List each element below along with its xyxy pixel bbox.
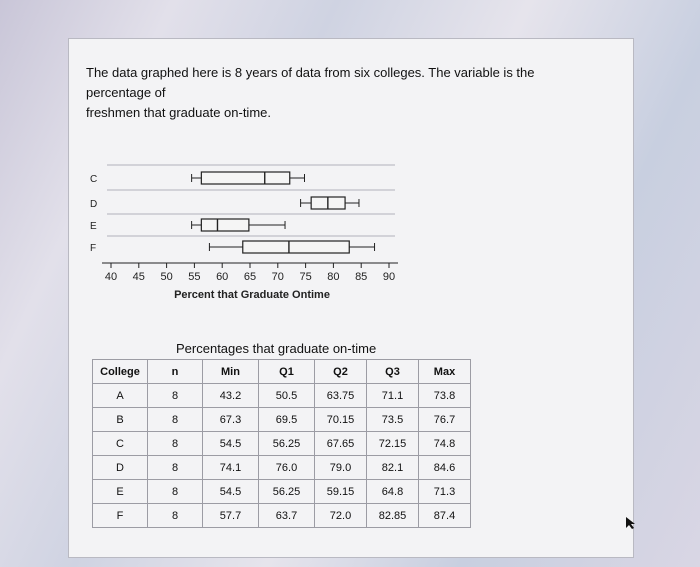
table-row: [93, 408, 471, 432]
cell-n: 8: [148, 384, 203, 408]
header-max: Max: [419, 360, 471, 384]
cell-q3: 73.5: [367, 408, 419, 432]
cell-q1: 63.7: [259, 504, 315, 528]
intro-line-3: freshmen that graduate on-time.: [86, 105, 271, 120]
x-axis-title: Percent that Graduate Ontime: [174, 289, 330, 301]
table-row: [93, 432, 471, 456]
cell-q2: 63.75: [315, 384, 367, 408]
category-label: F: [90, 243, 97, 254]
cell-college: F: [93, 504, 148, 528]
x-tick-label: 85: [355, 271, 368, 283]
mouse-pointer-icon: [625, 516, 637, 530]
cell-q3: 72.15: [367, 432, 419, 456]
header-q2: Q2: [315, 360, 367, 384]
category-label: C: [90, 174, 98, 185]
cell-min: 43.2: [203, 384, 259, 408]
cell-college: D: [93, 456, 148, 480]
header-college: College: [93, 360, 148, 384]
cell-college: E: [93, 480, 148, 504]
x-tick-label: 45: [132, 271, 145, 283]
box-iqr: [201, 219, 249, 231]
cell-q2: 70.15: [315, 408, 367, 432]
cell-q1: 69.5: [259, 408, 315, 432]
cell-n: 8: [148, 432, 203, 456]
cell-q2: 79.0: [315, 456, 367, 480]
cell-college: C: [93, 432, 148, 456]
cell-max: 71.3: [419, 480, 471, 504]
cell-n: 8: [148, 504, 203, 528]
cell-q3: 82.1: [367, 456, 419, 480]
cell-min: 57.7: [203, 504, 259, 528]
cell-n: 8: [148, 408, 203, 432]
x-tick-label: 50: [160, 271, 173, 283]
header-min: Min: [203, 360, 259, 384]
cell-min: 54.5: [203, 480, 259, 504]
x-tick-label: 55: [188, 271, 201, 283]
cell-q3: 71.1: [367, 384, 419, 408]
box-iqr: [201, 172, 289, 184]
table-header-row: [93, 360, 471, 384]
cell-max: 73.8: [419, 384, 471, 408]
intro-line-2: percentage of: [86, 85, 166, 100]
cell-college: B: [93, 408, 148, 432]
cell-q2: 72.0: [315, 504, 367, 528]
x-tick-label: 75: [299, 271, 312, 283]
stats-table: [92, 359, 471, 528]
cell-q3: 64.8: [367, 480, 419, 504]
category-label: E: [90, 221, 97, 232]
intro-line-1: The data graphed here is 8 years of data from six colleges. The variable is the: [86, 65, 535, 80]
cell-max: 87.4: [419, 504, 471, 528]
header-q1: Q1: [259, 360, 315, 384]
header-n: n: [148, 360, 203, 384]
cell-max: 84.6: [419, 456, 471, 480]
cell-min: 54.5: [203, 432, 259, 456]
x-tick-label: 40: [104, 271, 118, 283]
x-tick-label: 70: [271, 271, 284, 283]
x-tick-label: 65: [243, 271, 257, 283]
cell-n: 8: [148, 480, 203, 504]
x-tick-label: 80: [327, 271, 340, 283]
cell-college: A: [93, 384, 148, 408]
category-label: D: [90, 199, 98, 210]
cell-max: 74.8: [419, 432, 471, 456]
table-row: [93, 480, 471, 504]
cell-q2: 67.65: [315, 432, 367, 456]
cell-q1: 76.0: [259, 456, 315, 480]
table-caption: Percentages that graduate on-time: [176, 341, 377, 356]
cell-max: 76.7: [419, 408, 471, 432]
cell-q1: 50.5: [259, 384, 315, 408]
cell-q1: 56.25: [259, 480, 315, 504]
table-row: [93, 456, 471, 480]
x-tick-label: 90: [382, 271, 396, 283]
cell-n: 8: [148, 456, 203, 480]
x-tick-label: 60: [216, 271, 229, 283]
cell-q2: 59.15: [315, 480, 367, 504]
cell-min: 74.1: [203, 456, 259, 480]
box-iqr: [243, 241, 349, 253]
table-row: [93, 504, 471, 528]
cell-min: 67.3: [203, 408, 259, 432]
cell-q3: 82.85: [367, 504, 419, 528]
cell-q1: 56.25: [259, 432, 315, 456]
table-row: [93, 384, 471, 408]
header-q3: Q3: [367, 360, 419, 384]
